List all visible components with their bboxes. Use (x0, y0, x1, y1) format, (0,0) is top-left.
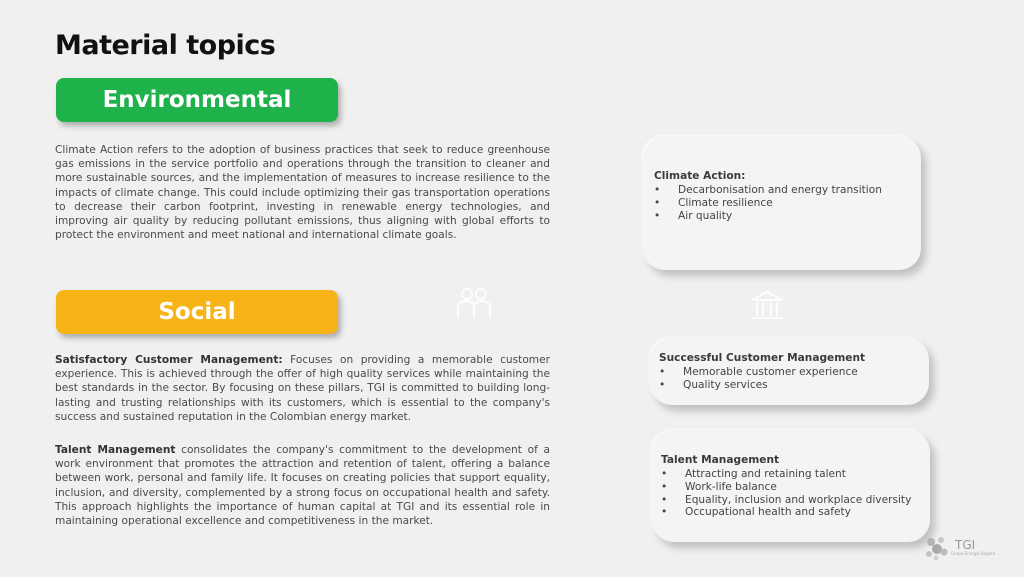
environmental-heading-badge (56, 78, 338, 122)
talent-text: consolidates the company's commitment to the development of a work environment that promotes the attraction and retention of talent, offering a balance between work, personal and family life. It focuses on creating policies that support equality, inclusion, and diversity, complemented by a strong focus on occupational health and safety. This approach highlights the importance of human capital at TGI and its essential role in maintaining operational excellence and competitiveness in the market. (55, 444, 550, 528)
talent-card-title: Talent Management (661, 454, 780, 466)
climate-action-card (643, 136, 921, 270)
logo-tagline: Grupo Energía Bogotá (951, 551, 996, 556)
tgi-logo (923, 534, 995, 562)
logo-name: TGI (955, 538, 976, 552)
list-item: • Air quality (654, 210, 882, 223)
list-item: • Quality services (659, 379, 865, 392)
customer-card-title: Successful Customer Management (659, 352, 866, 364)
list-item: • Work-life balance (661, 481, 911, 494)
page-title: Material topics (55, 30, 276, 61)
talent-paragraph (55, 443, 550, 528)
talent-management-card (652, 430, 930, 542)
talent-lead: Talent Management (55, 444, 176, 456)
building-icon (750, 290, 784, 324)
environmental-heading: Environmental (102, 87, 292, 113)
list-item: • Equality, inclusion and workplace diversity (661, 494, 911, 507)
customer-management-card (650, 338, 929, 405)
list-item: • Memorable customer experience (659, 366, 865, 379)
people-icon (455, 286, 493, 324)
list-item: • Climate resilience (654, 197, 882, 210)
social-heading: Social (158, 299, 236, 325)
environmental-paragraph: Climate Action refers to the adoption of business practices that seek to reduce greenhouse gas emissions in the service portfolio and operations through the transition to cleaner and more sustainable sources, and the implementation of measures to increase resilience to the impacts of climate change. This could include optimizing their gas transportation operations to decrease their carbon footprint, investing in renewable energy technologies, and improving air quality by reducing pollutant emissions, thus aligning with global efforts to protect the environment and meet national and international climate goals. (55, 144, 550, 242)
customer-text: Focuses on providing a memorable customer experience. This is achieved through the offer of high quality services while maintaining the best standards in the sector. By focusing on these pillars, TGI is committed to building long-lasting and trusting relationships with its customers, which is essential to the company's success and sustained reputation in the Colombian energy market. (55, 354, 550, 423)
list-item: • Attracting and retaining talent (661, 468, 911, 481)
list-item: • Decarbonisation and energy transition (654, 184, 882, 197)
customer-paragraph (55, 353, 550, 424)
climate-card-title: Climate Action: (654, 170, 746, 182)
social-heading-badge (56, 290, 338, 334)
customer-lead: Satisfactory Customer Management: (55, 354, 283, 366)
list-item: • Occupational health and safety (661, 506, 911, 519)
molecule-icon (923, 534, 951, 562)
